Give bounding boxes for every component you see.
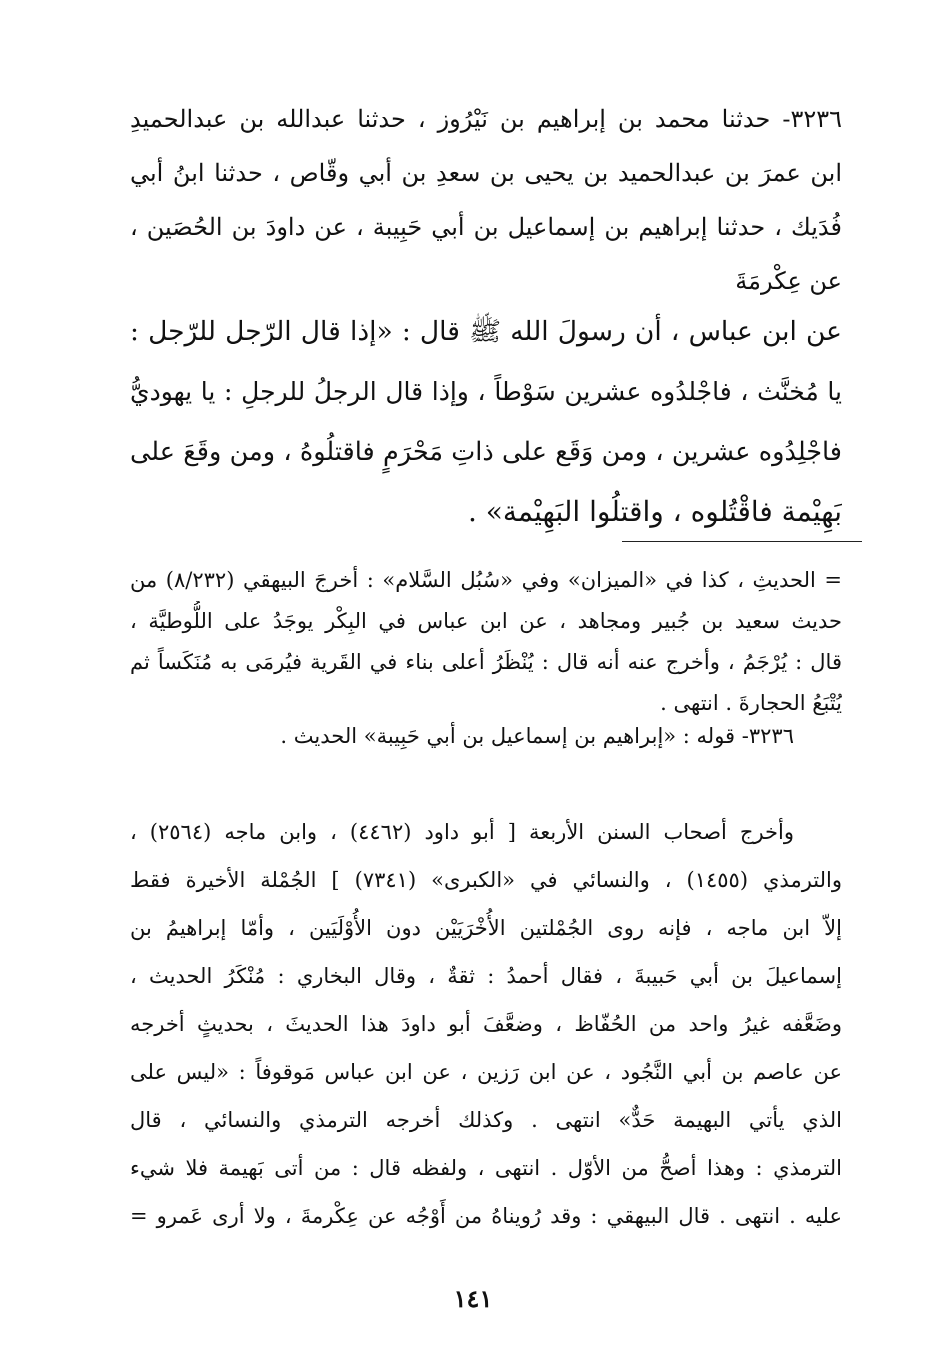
hadith-matn [130,302,842,542]
page-number: ١٤١ [453,1284,493,1313]
isnad-line: ابن عمرَ بن عبدالحميد بن يحيى بن سعدِ بن أبي وقّاص ، حدثنا ابنُ أبي [130,159,842,187]
footnote-line: إسماعيلَ بن أبي حَبيبةَ ، فقال أحمدُ : ثقةٌ ، وقال البخاري : مُنْكَرُ الحديث ، [130,964,842,988]
matn-line: عن ابن عباس ، أن رسولَ الله ﷺ قال : «إذا قال الرّجل للرّجل : [130,316,842,347]
footnote-line: = الحديثِ ، كذا في «الميزان» وفي «سُبُل السَّلام» : أخرجَ البيهقي (٨/٢٣٢) من [130,568,842,592]
footnote-line: ٣٢٣٦- قوله : «إبراهيم بن إسماعيل بن أبي حَبِيبة» الحديث . [280,724,794,748]
matn-line: بَهِيْمة فاقْتُلوه ، واقتلُوا البَهِيْمة» . [467,495,842,528]
footnote-line: وأخرج أصحاب السنن الأربعة [ أبو داود (٤٤٦٢) ، وابن ماجه (٢٥٦٤) ، [130,820,794,844]
isnad-line: فُدَيك ، حدثنا إبراهيم بن إسماعيل بن أبي حَبِيبة ، عن داودَ بن الحُصَين ، [130,213,842,241]
footnote-line: والترمذي (١٤٥٥) ، والنسائي في «الكبرى» (٧٣٤١) ] الجُمْلة الأخيرة فقط [130,868,842,892]
footnote-line: وضَعَّفه غيرُ واحد من الحُفّاظ ، وضعَّفَ أبو داودَ هذا الحديثَ ، بحديثٍ أخرجه [130,1012,842,1036]
footnote-line: قال : يُرْجَمُ ، وأخرج عنه أنه قال : يُنْظَرُ أعلى بناء في القَرية فيُرمَى به مُنَكَساً ثم [130,650,842,674]
footnote-separator [622,541,862,542]
hadith-isnad [130,92,842,308]
footnote-line: يُتْبَعُ الحجارةَ . انتهى . [660,691,842,715]
footnote-line: عليه . انتهى . قال البيهقي : وقد رُويناهُ من أَوْجُه عن عِكْرمةَ ، ولا أرى عَمرو = [130,1204,842,1228]
footnote-line: حديث سعيد بن جُبير ومجاهد ، عن ابن عباس في البِكْر يوجَدُ على اللُّوطيَّة ، [130,609,842,633]
isnad-line: ٣٢٣٦- حدثنا محمد بن إبراهيم بن نَيْرُوز ، حدثنا عبدالله بن عبدالحميدِ [130,105,842,133]
footnote-heading [130,716,842,757]
isnad-line: عن عِكْرمَةَ [735,267,842,295]
footnote-line: إلاّ ابن ماجه ، فإنه روى الجُمْلتين الأُخْرَيَيْن دون الأُوْلَيَين ، وأمّا إبراهيمُ بن [130,916,842,940]
matn-line: فاجْلِدُوه عشرين ، ومن وَقَع على ذاتِ مَحْرَمٍ فاقتلُوهُ ، ومن وقَعَ على [130,437,842,467]
footnote-line: عن عاصم بن أبي النَّجُود ، عن ابن رَزين ، عن ابن عباس مَوقوفاً : «ليس على [130,1060,842,1084]
footnote-line: الذي يأتي البهيمة حَدٌّ» انتهى . وكذلك أخرجه الترمذي والنسائي ، قال [130,1108,842,1132]
footnote-body [130,808,842,1240]
matn-line: يا مُخنَّث ، فاجْلدُوه عشرين سَوْطاً ، وإذا قال الرجلُ للرجلِ : يا يهوديُّ [130,377,842,406]
footnote-line: الترمذي : وهذا أصحُّ من الأوّل . انتهى ، ولفظه قال : من أتى بَهيمة فلا شيء [130,1156,842,1180]
footnote-continuation [130,560,842,724]
